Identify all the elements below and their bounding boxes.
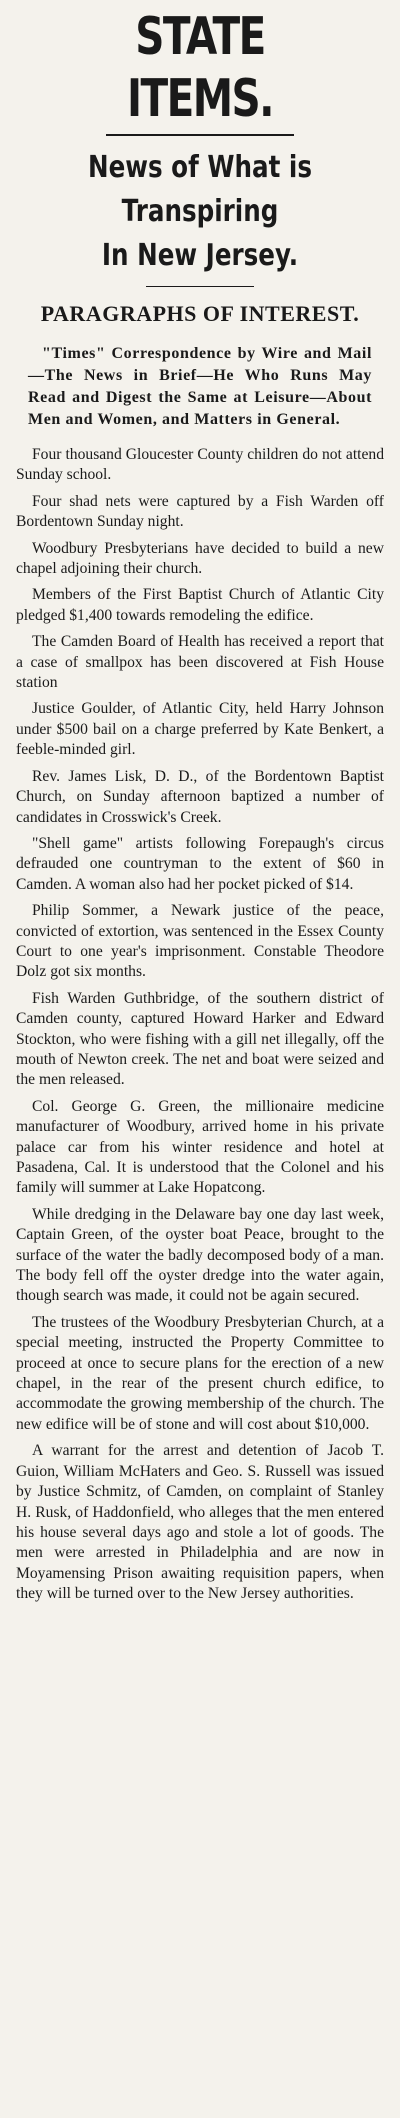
- subheadline-line-1: News of What is Transpiring: [87, 150, 313, 229]
- news-paragraph: "Shell game" artists following Forepaugh's circus defrauded one countryman to the extent of $60 in Camden. A woman also had her pocket picked of $14.: [16, 834, 384, 893]
- subheadline-rule: [146, 286, 254, 287]
- news-paragraph: A warrant for the arrest and detention of Jacob T. Guion, William McHaters and Geo. S. Russell was issued by Justice Schmitz, of Camden, on complaint of Stanley H. Rusk, of Haddonfield, who alleges that the men entered his house several days ago and stole a lot of goods. The men were arrested in Philadelphia and are now in Moyamensing Prison awaiting requisition papers, when they will be turned over to the New Jersey authorities.: [16, 1442, 384, 1603]
- news-paragraph: Col. George G. Green, the millionaire medicine manufacturer of Woodbury, arrived home in his private palace car from his winter residence and hotel at Pasadena, Cal. It is understood that the Colonel and his family will summer at Lake Hopatcong.: [16, 1097, 384, 1197]
- news-paragraph: Justice Goulder, of Atlantic City, held Harry Johnson under $500 bail on a charge preferred by Kate Benkert, a feeble-minded girl.: [16, 700, 384, 759]
- news-paragraph: Rev. James Lisk, D. D., of the Bordentown Baptist Church, on Sunday afternoon baptized a number of candidates in Crosswick's Creek.: [16, 767, 384, 826]
- section-head: PARAGRAPHS OF INTEREST.: [40, 301, 360, 326]
- deck-summary: "Times" Correspondence by Wire and Mail—The News in Brief—He Who Runs May Read and Digest the Same at Leisure—About Men and Women, and Matters in General.: [28, 345, 372, 428]
- news-paragraph: Four thousand Gloucester County children do not attend Sunday school.: [16, 446, 384, 484]
- news-paragraph: The trustees of the Woodbury Presbyterian Church, at a special meeting, instructed the Property Committee to proceed at once to secure plans for the erection of a new chapel, in the rear of the present church edifice, to accommodate the growing membership of the church. The new edifice will be of stone and will cost about $10,000.: [16, 1313, 384, 1433]
- news-paragraphs: [16, 445, 384, 1605]
- subheadline-line-2: In New Jersey.: [101, 238, 299, 273]
- news-paragraph: Four shad nets were captured by a Fish Warden off Bordentown Sunday night.: [16, 492, 384, 531]
- news-paragraph: Fish Warden Guthbridge, of the southern district of Camden county, captured Howard Harker and Edward Stockton, who were fishing with a gill net illegally, off the mouth of Newton creek. The net and boat were seized and the men released.: [16, 989, 384, 1089]
- news-paragraph: Members of the First Baptist Church of Atlantic City pledged $1,400 towards remodeling the edifice.: [16, 586, 384, 624]
- news-paragraph: Philip Sommer, a Newark justice of the peace, convicted of extortion, was sentenced in the Essex County Court to one year's imprisonment. Constable Theodore Dolz got six months.: [16, 902, 384, 981]
- headline: STATE ITEMS.: [126, 7, 274, 129]
- news-paragraph: The Camden Board of Health has received a report that a case of smallpox has been discovered at Fish House station: [16, 633, 384, 692]
- news-paragraph: While dredging in the Delaware bay one day last week, Captain Green, of the oyster boat Peace, brought to the surface of the water the badly decomposed body of a man. The body fell off the oyster dredge into the water again, though search was made, it could not be again secured.: [16, 1205, 384, 1305]
- news-paragraph: Woodbury Presbyterians have decided to build a new chapel adjoining their church.: [16, 539, 384, 578]
- headline-rule: [106, 134, 294, 136]
